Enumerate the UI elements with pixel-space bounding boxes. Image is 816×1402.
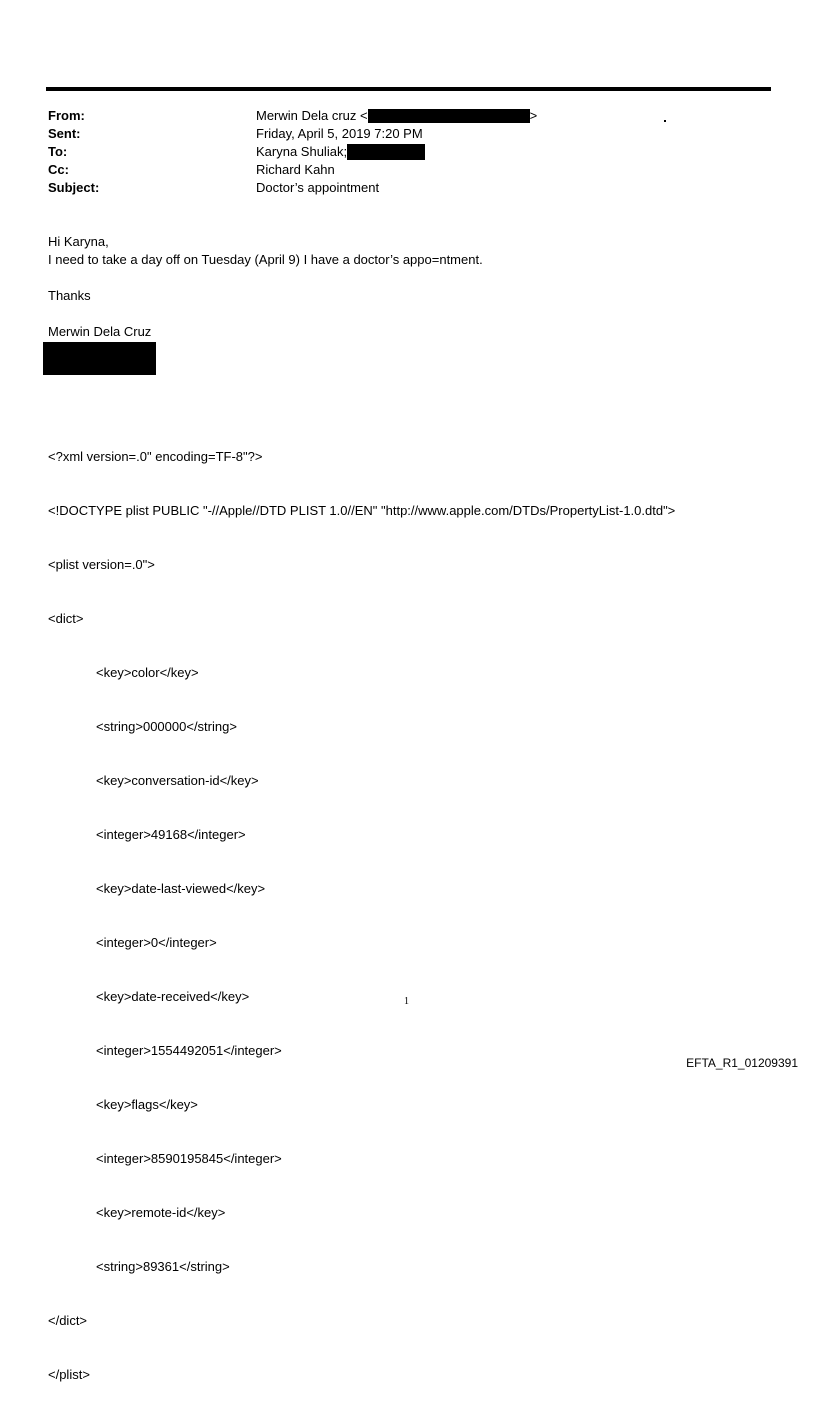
from-value: [256, 107, 537, 125]
redacted-recipient: [347, 144, 425, 160]
xml-declaration: <?xml version=.0" encoding=TF-8"?>: [48, 449, 263, 464]
redacted-email-address: [368, 109, 530, 123]
subject-label: Subject:: [48, 180, 100, 195]
signature-name: Merwin Dela Cruz: [48, 324, 152, 339]
plist-entry: <string>000000</string>: [96, 719, 237, 734]
dict-open: <dict>: [48, 611, 84, 626]
cc-value: Richard Kahn: [256, 162, 335, 177]
from-name: Merwin Dela cruz <: [256, 108, 368, 123]
subject-value: Doctor’s appointment: [256, 180, 380, 195]
message-text: I need to take a day off on Tuesday (April 9) I have a doctor’s appo=ntment.: [48, 252, 483, 267]
plist-block: [48, 412, 675, 1402]
stray-dot: [664, 120, 666, 122]
doctype-line: <!DOCTYPE plist PUBLIC "-//Apple//DTD PLIST 1.0//EN" "http://www.apple.com/DTDs/PropertyList-1.0.dtd">: [48, 503, 676, 518]
bates-number: EFTA_R1_01209391: [686, 1056, 798, 1070]
page-number: 1: [404, 996, 409, 1007]
plist-open: <plist version=.0">: [48, 557, 155, 572]
header-rule: [46, 87, 771, 91]
cc-label: Cc:: [48, 162, 69, 177]
plist-entry: <key>date-last-viewed</key>: [96, 881, 266, 896]
subject-row: [48, 179, 748, 197]
plist-entry: <string>89361</string>: [96, 1259, 230, 1274]
greeting: Hi Karyna,: [48, 234, 109, 249]
plist-entry: <key>conversation-id</key>: [96, 773, 259, 788]
from-row: [48, 107, 748, 125]
plist-entry: <integer>1554492051</integer>: [96, 1043, 282, 1058]
plist-entry: <integer>0</integer>: [96, 935, 217, 950]
to-name: Karyna Shuliak;: [256, 144, 348, 159]
sent-label: Sent:: [48, 126, 81, 141]
to-row: [48, 143, 748, 161]
cc-row: [48, 161, 748, 179]
from-close: >: [529, 108, 538, 123]
to-label: To:: [48, 144, 68, 159]
plist-entry: <key>date-received</key>: [96, 989, 250, 1004]
from-label: From:: [48, 108, 85, 123]
plist-entry: <key>color</key>: [96, 665, 199, 680]
closing: Thanks: [48, 288, 91, 303]
plist-entry: <integer>8590195845</integer>: [96, 1151, 282, 1166]
plist-entry: <key>remote-id</key>: [96, 1205, 226, 1220]
redacted-signature-block: [43, 342, 156, 375]
sent-row: [48, 125, 748, 143]
plist-close: </plist>: [48, 1367, 90, 1382]
plist-entry: <integer>49168</integer>: [96, 827, 246, 842]
dict-close: </dict>: [48, 1313, 88, 1328]
plist-entry: <key>flags</key>: [96, 1097, 198, 1112]
to-value: [256, 143, 425, 161]
sent-value: Friday, April 5, 2019 7:20 PM: [256, 126, 423, 141]
